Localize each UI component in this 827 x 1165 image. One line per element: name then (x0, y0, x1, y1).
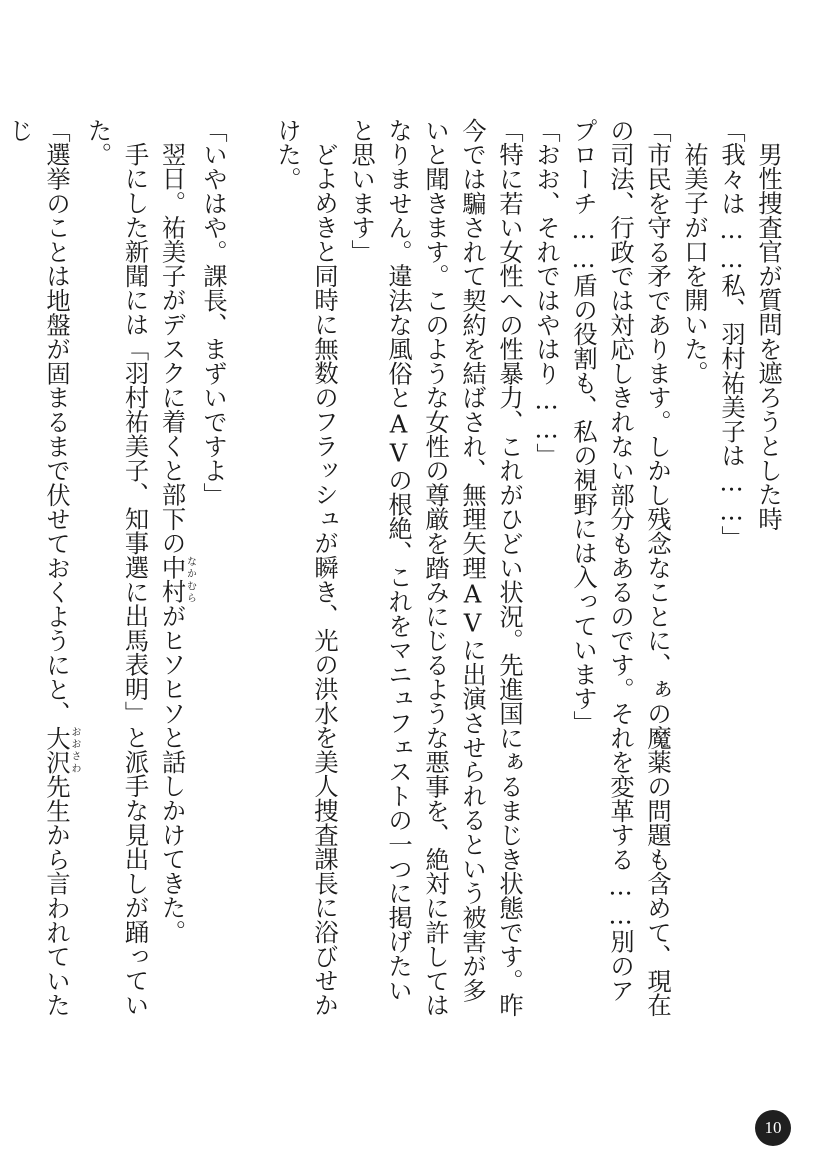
paragraph (528, 118, 565, 1018)
paragraph (269, 118, 343, 1018)
ruby-reading: おおさわ (69, 725, 80, 775)
text-run: 翌日。祐美子がデスクに着くと部下の (157, 142, 187, 556)
text-run: 男性捜査官が質問を遮ろうとした時 (754, 142, 783, 532)
ruby-annotated-word (157, 555, 196, 605)
paragraph (750, 118, 787, 1018)
paragraph (713, 118, 750, 1018)
ruby-annotated-word (42, 725, 80, 775)
paragraph (80, 118, 154, 1018)
text-run: がヒソヒソと話しかけてきた。 (157, 604, 187, 945)
ruby-base: 中村 (157, 555, 187, 605)
text-run: どよめきと同時に無数のフラッシュが瞬き、光の洪水を美人捜査課長に浴びせかけた。 (273, 118, 339, 1018)
text-run: 祐美子が口を開いた。 (680, 142, 709, 386)
text-run: 「おお、それではやはり……」 (532, 118, 561, 468)
paragraph (195, 118, 232, 1018)
text-run: 「市民を守る矛であります。しかし残念なことに、ぁの魔薬の問題も含めて、現在の司法、行政では対応しきれない部分もあるのです。それを変革する……別のアプローチ……盾の役割も、私の視野には入っています」 (569, 118, 672, 1018)
text-run: 「特に若い女性への性暴力、これがひどい状況。先進国にぁるまじき状態です。昨今では騙されて契約を結ばされ、無理矢理AVに出演させられるという被害が多いと聞きます。このような女性の尊厳を踏みにじるような悪事を、絶対に許してはなりません。違法な風俗とAVの根絶、これをマニュフェストの一つに掲げたいと思います」 (347, 118, 524, 1018)
paragraph-break (232, 118, 269, 1018)
paragraph (343, 118, 528, 1018)
paragraph (1, 118, 80, 1018)
page-number-badge: 10 (755, 1110, 791, 1146)
text-run: 「いやはや。課長、まずいですよ」 (199, 118, 228, 507)
paragraph (154, 118, 196, 1018)
paragraph (565, 118, 676, 1018)
text-run: 「我々は……私、羽村祐美子は……」 (717, 118, 746, 550)
text-run: 「選挙のことは地盤が固まるまで伏せておくようにと、 (42, 118, 71, 726)
paragraph (676, 118, 713, 1018)
text-run: 先生から言われていたじ (5, 118, 71, 1018)
vertical-text-body (1, 118, 787, 1018)
ruby-reading: なかむら (184, 555, 196, 604)
text-run: 手にした新聞には「羽村祐美子、知事選に出馬表明」と派手な見出しが踊っていた。 (83, 118, 150, 1018)
ruby-base: 大沢 (42, 725, 71, 775)
